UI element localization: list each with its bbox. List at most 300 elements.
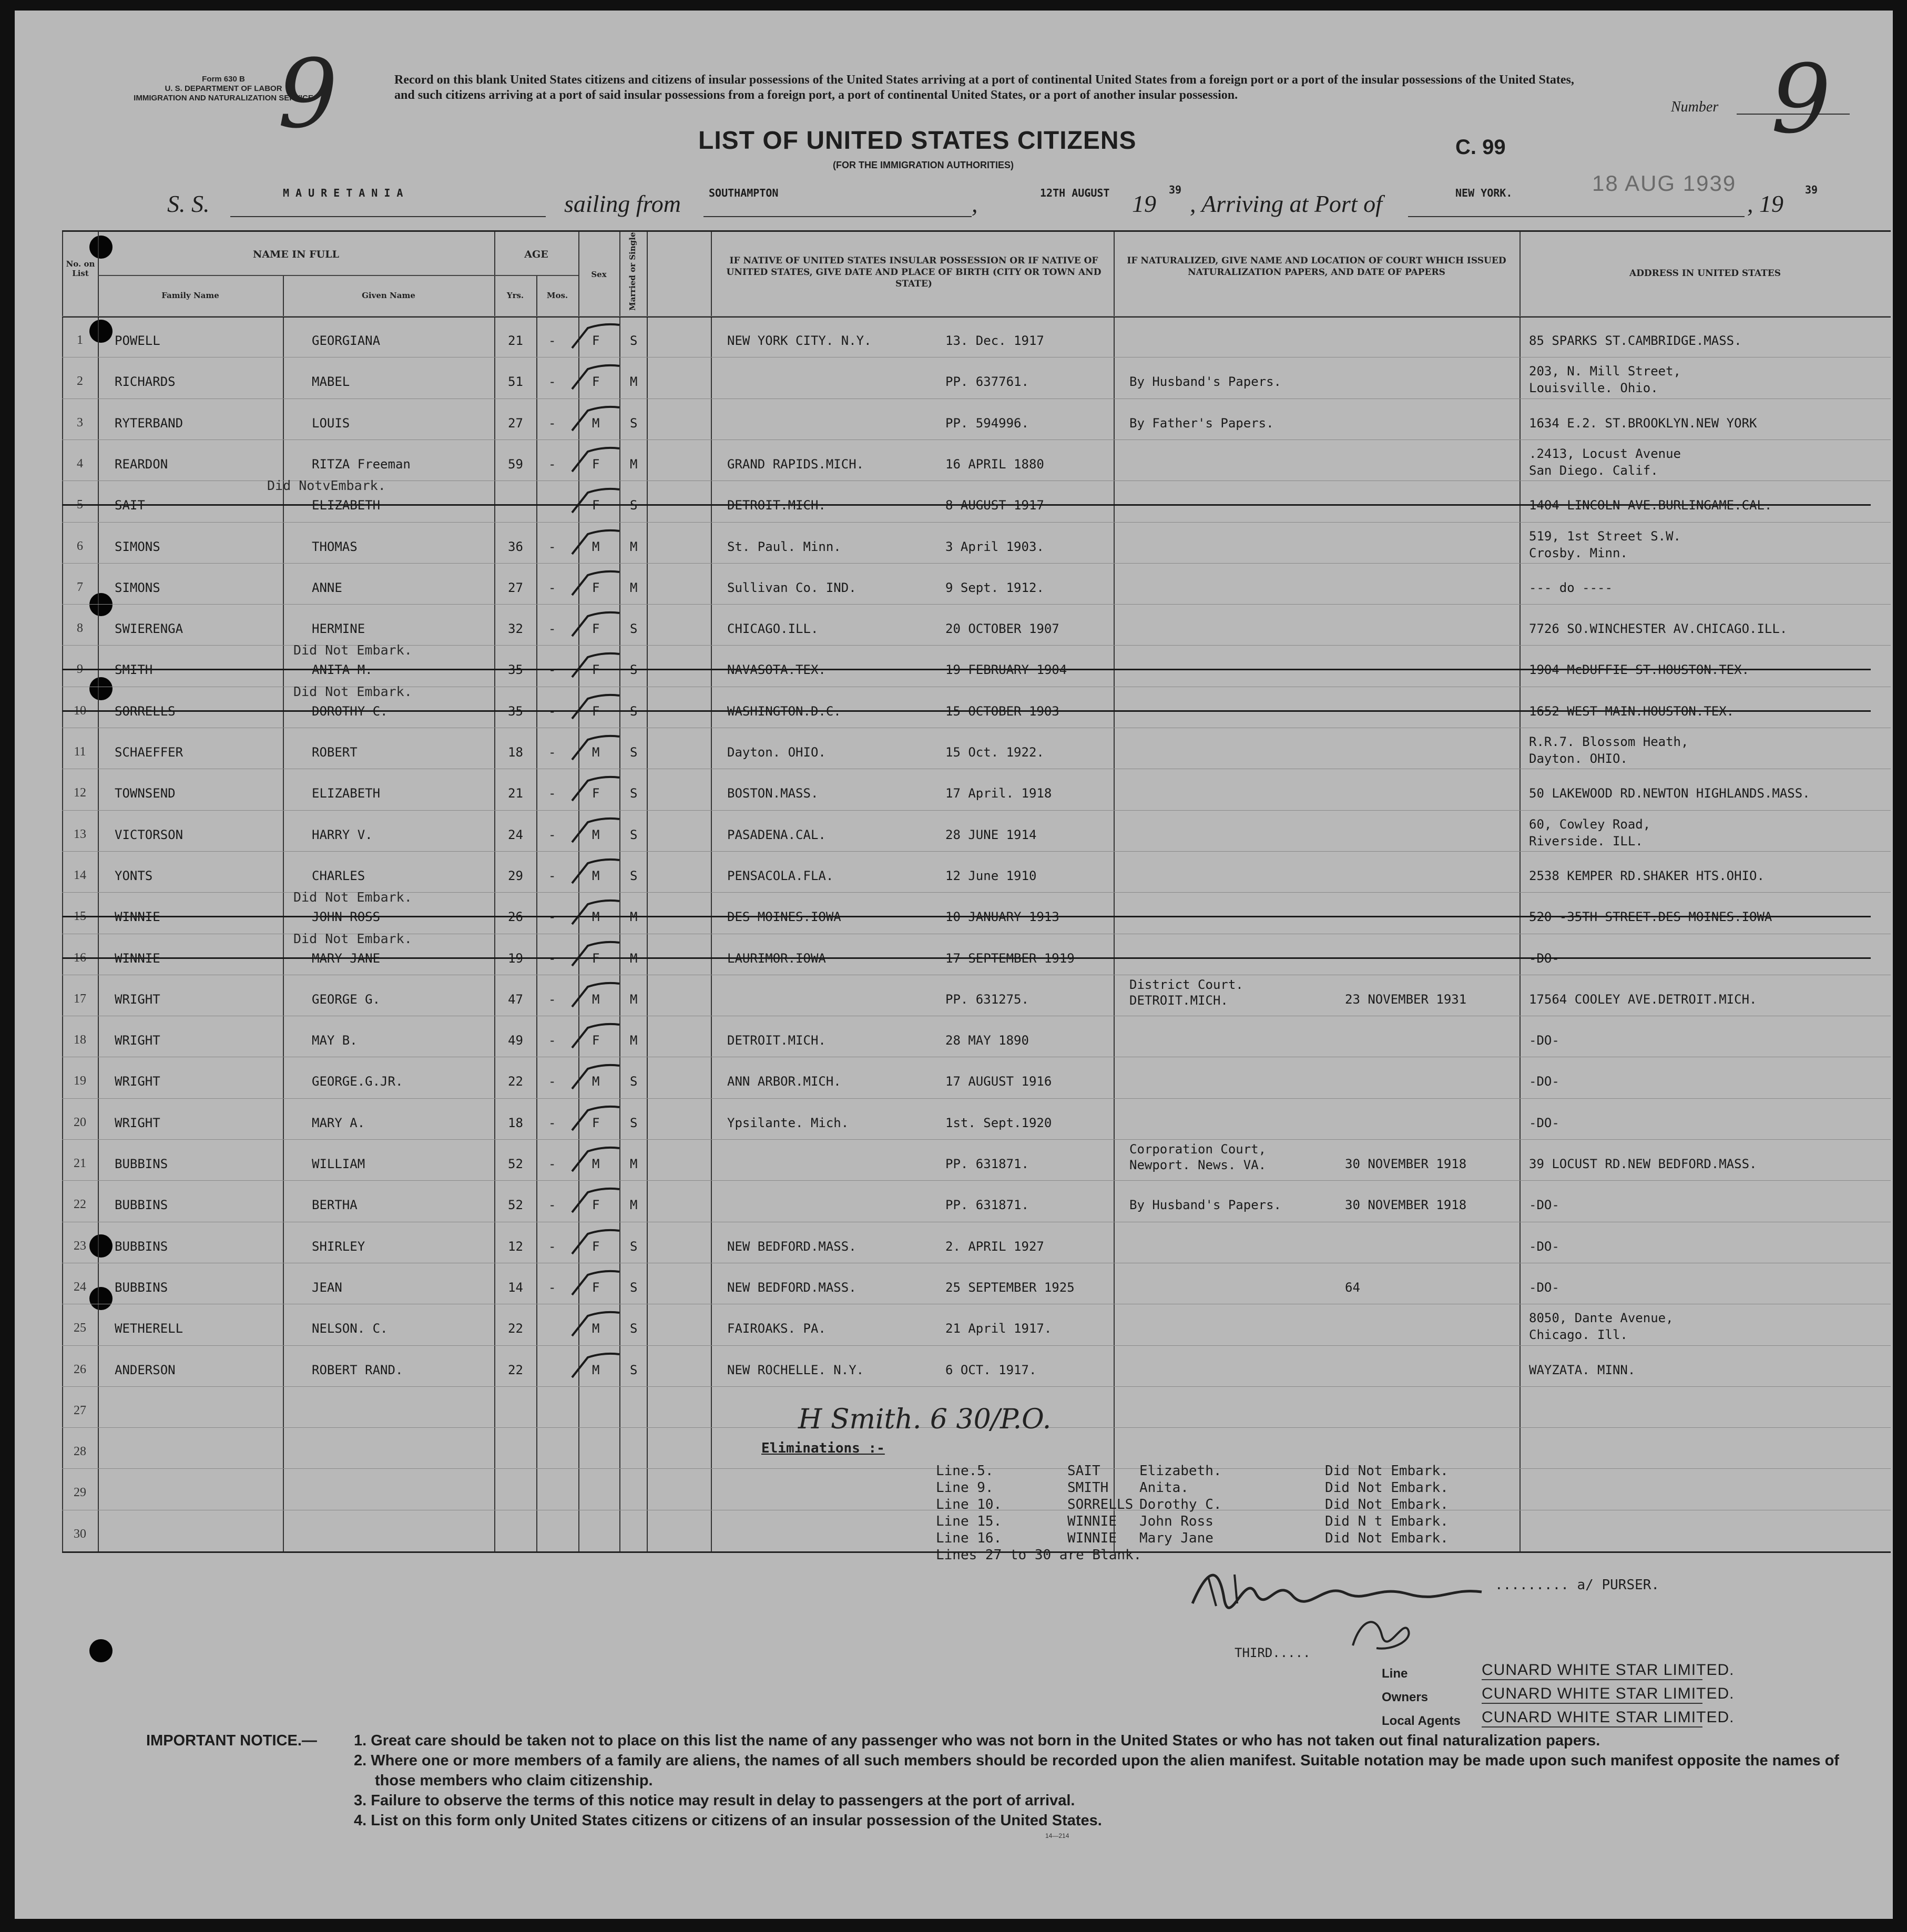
- family-name: BUBBINS: [115, 1198, 168, 1213]
- age-years: 19: [508, 950, 523, 966]
- age-months: -: [548, 827, 556, 842]
- family-name: WRIGHT: [115, 1115, 160, 1130]
- did-not-embark-note: Did Not Embark.: [293, 642, 412, 658]
- birth-date-or-passport: PP. 631871.: [945, 1198, 1029, 1213]
- age-months: -: [548, 909, 556, 925]
- row-number: 3: [77, 415, 83, 430]
- header-no-on-list: No. on List: [66, 259, 95, 278]
- table-row: [62, 1139, 1891, 1181]
- given-name: THOMAS: [312, 539, 358, 554]
- age-months: -: [548, 374, 556, 390]
- given-name: CHARLES: [312, 868, 365, 883]
- given-name: ELIZABETH: [312, 786, 381, 801]
- sex: F: [592, 374, 600, 390]
- sex: M: [592, 1074, 600, 1089]
- birth-place: NEW BEDFORD.MASS.: [727, 1280, 856, 1295]
- elim-given: John Ross: [1139, 1514, 1213, 1529]
- birth-date-or-passport: 6 OCT. 1917.: [945, 1362, 1037, 1377]
- family-name: ANDERSON: [115, 1362, 176, 1377]
- family-name: REARDON: [115, 456, 168, 472]
- check-mark: [567, 404, 625, 436]
- birth-place: NAVASOTA.TEX.: [727, 662, 826, 678]
- marital-status: S: [630, 868, 638, 883]
- sex: M: [592, 745, 600, 760]
- row-number: 24: [74, 1280, 86, 1294]
- us-address: 8050, Dante Avenue,: [1529, 1311, 1674, 1326]
- check-mark: [567, 363, 625, 394]
- given-name: NELSON. C.: [312, 1321, 388, 1336]
- given-name: ANITA M.: [312, 662, 373, 678]
- marital-status: S: [630, 621, 638, 637]
- strike-through-line: [62, 669, 1871, 670]
- us-address: -DO-: [1529, 1115, 1559, 1130]
- sex: F: [592, 1033, 600, 1048]
- marital-status: M: [630, 1033, 638, 1048]
- marital-status: S: [630, 1321, 638, 1336]
- row-number: 21: [74, 1157, 86, 1170]
- marital-status: S: [630, 498, 638, 513]
- given-name: MARY A.: [312, 1115, 365, 1130]
- birth-date-or-passport: 28 MAY 1890: [945, 1033, 1029, 1048]
- birth-date-or-passport: 2. APRIL 1927: [945, 1239, 1044, 1254]
- check-mark: [567, 610, 625, 641]
- family-name: VICTORSON: [115, 827, 183, 842]
- birth-place: CHICAGO.ILL.: [727, 621, 819, 637]
- header-yrs: Yrs.: [506, 291, 524, 300]
- birth-place: DETROIT.MICH.: [727, 498, 826, 513]
- agents-label: Local Agents: [1382, 1714, 1461, 1728]
- age-months: -: [548, 703, 556, 719]
- us-address: -DO-: [1529, 1198, 1559, 1213]
- age-years: 27: [508, 580, 523, 595]
- port-from: SOUTHAMPTON: [709, 187, 779, 199]
- number-value: 9: [1771, 45, 1831, 155]
- row-number: 18: [74, 1033, 86, 1047]
- sex: F: [592, 1198, 600, 1213]
- marital-status: M: [630, 456, 638, 472]
- age-years: 12: [508, 1239, 523, 1254]
- check-mark: [567, 528, 625, 559]
- birth-place: St. Paul. Minn.: [727, 539, 841, 554]
- birth-date-or-passport: 21 April 1917.: [945, 1321, 1052, 1336]
- check-mark: [567, 980, 625, 1012]
- family-name: WRIGHT: [115, 1033, 160, 1048]
- age-years: 14: [508, 1280, 523, 1295]
- sex: F: [592, 703, 600, 719]
- ship-underline: [230, 216, 546, 217]
- table-row: [62, 851, 1891, 893]
- naturalization-court: By Husband's Papers.: [1129, 1198, 1281, 1213]
- age-months: -: [548, 745, 556, 760]
- given-name: JEAN: [312, 1280, 342, 1295]
- family-name: SWIERENGA: [115, 621, 183, 637]
- check-mark: [567, 857, 625, 888]
- us-address: R.R.7. Blossom Heath,: [1529, 734, 1689, 749]
- us-address: WAYZATA. MINN.: [1529, 1362, 1636, 1377]
- strike-through-line: [62, 957, 1871, 959]
- age-years: 18: [508, 1115, 523, 1130]
- us-address: 1634 E.2. ST.BROOKLYN.NEW YORK: [1529, 415, 1757, 431]
- birth-place: FAIROAKS. PA.: [727, 1321, 826, 1336]
- ss-label: S. S.: [167, 190, 210, 217]
- header-birth: IF NATIVE OF UNITED STATES INSULAR POSSESSION OR IF NATIVE OF UNITED STATES, GIVE DATE AND PLACE OF BIRTH (CITY OR TOWN AND STATE): [726, 255, 1102, 289]
- check-mark: [567, 1269, 625, 1300]
- marital-status: S: [630, 1074, 638, 1089]
- us-address: -DO-: [1529, 1280, 1559, 1295]
- notice-item: 4. List on this form only United States citizens or citizens of an insular possession of the United States.: [354, 1812, 1102, 1829]
- elim-given: Dorothy C.: [1139, 1497, 1222, 1512]
- us-address-line-2: Louisville. Ohio.: [1529, 381, 1658, 396]
- table-row: [62, 975, 1891, 1016]
- sex: F: [592, 1115, 600, 1130]
- did-not-embark-note: Did NotvEmbark.: [267, 478, 386, 494]
- given-name: MABEL: [312, 374, 350, 390]
- age-months: -: [548, 1239, 556, 1254]
- birth-date-or-passport: 28 JUNE 1914: [945, 827, 1037, 842]
- row-number: 29: [74, 1486, 86, 1500]
- sex: M: [592, 539, 600, 554]
- marital-status: S: [630, 662, 638, 678]
- number-label: Number: [1671, 99, 1719, 115]
- marital-status: M: [630, 950, 638, 966]
- age-years: 32: [508, 621, 523, 637]
- family-name: RICHARDS: [115, 374, 176, 390]
- page-title: LIST OF UNITED STATES CITIZENS: [698, 127, 1137, 155]
- family-name: YONTS: [115, 868, 153, 883]
- us-address: 39 LOCUST RD.NEW BEDFORD.MASS.: [1529, 1157, 1757, 1171]
- us-address-line-2: Dayton. OHIO.: [1529, 751, 1628, 766]
- sailing-year: 39: [1169, 183, 1182, 196]
- elim-given: Mary Jane: [1139, 1530, 1213, 1546]
- birth-date-or-passport: 17 AUGUST 1916: [945, 1074, 1052, 1089]
- family-name: SORRELLS: [115, 703, 176, 719]
- notice-item: 1. Great care should be taken not to place on this list the name of any passenger who was not born in the United States or who has not taken out final naturalization papers.: [354, 1732, 1600, 1749]
- naturalization-date: 23 NOVEMBER 1931: [1345, 991, 1467, 1007]
- row-number: 11: [74, 745, 86, 759]
- naturalization-date: 30 NOVEMBER 1918: [1345, 1157, 1467, 1171]
- birth-place: WASHINGTON.D.C.: [727, 703, 841, 719]
- sex: M: [592, 1362, 600, 1377]
- header-naturalized: IF NATURALIZED, GIVE NAME AND LOCATION OF COURT WHICH ISSUED NATURALIZATION PAPERS, AND DATE OF PAPERS: [1127, 255, 1506, 278]
- check-mark: [567, 1145, 625, 1177]
- form-number: Form 630 B: [202, 75, 245, 84]
- age-years: 29: [508, 868, 523, 883]
- birth-place: NEW ROCHELLE. N.Y.: [727, 1362, 864, 1377]
- elim-surname: SMITH: [1067, 1480, 1109, 1496]
- us-address: 85 SPARKS ST.CAMBRIDGE.MASS.: [1529, 333, 1742, 348]
- check-mark: [567, 733, 625, 765]
- table-row: [62, 683, 1891, 728]
- table-row: [62, 931, 1891, 975]
- age-months: -: [548, 950, 556, 966]
- sex: M: [592, 868, 600, 883]
- us-address: -DO-: [1529, 1033, 1559, 1048]
- service-name: IMMIGRATION AND NATURALIZATION SERVICE: [134, 94, 313, 103]
- birth-date-or-passport: 19 FEBRUARY 1904: [945, 662, 1067, 678]
- given-name: SHIRLEY: [312, 1239, 365, 1254]
- age-years: 52: [508, 1198, 523, 1213]
- did-not-embark-note: Did Not Embark.: [293, 683, 412, 699]
- eliminations-title: Eliminations :-: [761, 1440, 885, 1456]
- given-name: ROBERT: [312, 745, 358, 760]
- third-label: THIRD.....: [1235, 1645, 1311, 1660]
- birth-date-or-passport: 3 April 1903.: [945, 539, 1044, 554]
- age-years: 52: [508, 1157, 523, 1171]
- row-number: 15: [74, 909, 86, 924]
- check-mark: [567, 692, 625, 724]
- birth-date-or-passport: 15 Oct. 1922.: [945, 745, 1044, 760]
- port-from-underline: [703, 216, 972, 217]
- elim-status: Did N t Embark.: [1325, 1514, 1449, 1529]
- row-number: 9: [77, 662, 83, 677]
- elim-status: Did Not Embark.: [1325, 1463, 1449, 1479]
- birth-place: NEW BEDFORD.MASS.: [727, 1239, 856, 1254]
- given-name: MARY JANE: [312, 950, 381, 966]
- us-address: 60, Cowley Road,: [1529, 816, 1651, 832]
- marital-status: S: [630, 1280, 638, 1295]
- third-signature: [1345, 1609, 1419, 1656]
- owners-label: Owners: [1382, 1690, 1429, 1704]
- age-years: 51: [508, 374, 523, 390]
- us-address: -DO-: [1529, 1239, 1559, 1254]
- age-months: -: [548, 456, 556, 472]
- family-name: BUBBINS: [115, 1239, 168, 1254]
- check-mark: [567, 939, 625, 971]
- row-number: 27: [74, 1403, 86, 1417]
- table-row: [62, 1263, 1891, 1304]
- given-name: HARRY V.: [312, 827, 373, 842]
- birth-date-or-passport: 9 Sept. 1912.: [945, 580, 1044, 595]
- row-number: 8: [77, 621, 83, 636]
- family-name: TOWNSEND: [115, 786, 176, 801]
- handwritten-list-number: 9: [278, 39, 338, 149]
- age-months: -: [548, 1074, 556, 1089]
- row-number: 4: [77, 456, 83, 471]
- line-value: CUNARD WHITE STAR LIMITED.: [1482, 1661, 1702, 1680]
- us-address: -DO-: [1529, 950, 1559, 966]
- given-name: JOHN ROSS: [312, 909, 381, 925]
- sex: F: [592, 621, 600, 637]
- age-years: 24: [508, 827, 523, 842]
- birth-date-or-passport: 1st. Sept.1920: [945, 1115, 1052, 1130]
- age-months: -: [548, 580, 556, 595]
- row-number: 12: [74, 786, 86, 800]
- row-number: 22: [74, 1198, 86, 1212]
- table-row: [62, 769, 1891, 810]
- agents-value: CUNARD WHITE STAR LIMITED.: [1482, 1709, 1702, 1727]
- check-mark: [567, 569, 625, 600]
- sex: F: [592, 786, 600, 801]
- marital-status: S: [630, 786, 638, 801]
- family-name: SAIT: [115, 498, 145, 513]
- age-years: 22: [508, 1074, 523, 1089]
- header-given-name: Given Name: [362, 291, 415, 300]
- row-number: 13: [74, 827, 86, 841]
- table-row: [62, 728, 1891, 769]
- row-number: 19: [74, 1074, 86, 1088]
- did-not-embark-note: Did Not Embark.: [293, 931, 412, 946]
- header-sex: Sex: [591, 270, 607, 279]
- us-address-line-2: San Diego. Calif.: [1529, 463, 1658, 478]
- table-row: [62, 357, 1891, 398]
- instruction-text: Record on this blank United States citizens and citizens of insular possessions of the United States arriving at a port of continental United States from a foreign port or a port of the insular possessions of the United States, and such citizens arriving at a port of said insular possessions from a foreign port, a port of continental United States, or a port of another insular possession.: [394, 73, 1574, 102]
- check-mark: [567, 1021, 625, 1053]
- age-years: 59: [508, 456, 523, 472]
- table-row: [62, 1180, 1891, 1222]
- sex: M: [592, 415, 600, 431]
- sex: F: [592, 456, 600, 472]
- marital-status: S: [630, 745, 638, 760]
- check-mark: [567, 445, 625, 477]
- birth-date-or-passport: 13. Dec. 1917: [945, 333, 1044, 348]
- table-row: [62, 398, 1891, 440]
- agents-row: [1382, 1709, 1735, 1729]
- birth-place: LAURIMOR.IOWA: [727, 950, 826, 966]
- punch-hole: [89, 1639, 113, 1662]
- us-address-line-2: Riverside. ILL.: [1529, 833, 1643, 849]
- age-months: -: [548, 1198, 556, 1213]
- header-family-name: Family Name: [161, 291, 219, 300]
- elim-line: Line.5.: [936, 1463, 994, 1479]
- naturalization-court: Corporation Court,: [1129, 1142, 1267, 1157]
- sailing-from-label: sailing from: [564, 190, 681, 217]
- blank-note-text: Lines 27 to 30 are Blank.: [936, 1547, 1142, 1563]
- elim-given: Elizabeth.: [1139, 1463, 1222, 1479]
- age-months: -: [548, 991, 556, 1007]
- header-address: ADDRESS IN UNITED STATES: [1629, 268, 1781, 279]
- elim-status: Did Not Embark.: [1325, 1480, 1449, 1496]
- table-row: [62, 1345, 1891, 1387]
- port-to: NEW YORK.: [1455, 187, 1513, 199]
- age-years: 22: [508, 1362, 523, 1377]
- row-number: 30: [74, 1527, 86, 1541]
- naturalization-location: Newport. News. VA.: [1129, 1158, 1267, 1172]
- row-number: 20: [74, 1115, 86, 1129]
- birth-date-or-passport: 12 June 1910: [945, 868, 1037, 883]
- given-name: RITZA Freeman: [312, 456, 411, 472]
- sex: F: [592, 1280, 600, 1295]
- us-address-line-2: Crosby. Minn.: [1529, 545, 1628, 560]
- sex: F: [592, 498, 600, 513]
- check-mark: [567, 1062, 625, 1094]
- given-name: BERTHA: [312, 1198, 358, 1213]
- age-months: -: [548, 415, 556, 431]
- row-number: 14: [74, 868, 86, 882]
- check-mark: [567, 1351, 625, 1383]
- handwritten-initials: H Smith. 6 30/P.O.: [798, 1404, 1052, 1435]
- age-years: 18: [508, 745, 523, 760]
- table-row: [62, 563, 1891, 605]
- line-label: Line: [1382, 1667, 1408, 1681]
- marital-status: M: [630, 909, 638, 925]
- row-number: 26: [74, 1362, 86, 1376]
- passenger-table: [62, 230, 1891, 1553]
- check-mark: [567, 1186, 625, 1218]
- us-address: 50 LAKEWOOD RD.NEWTON HIGHLANDS.MASS.: [1529, 786, 1810, 801]
- age-years: 35: [508, 662, 523, 678]
- comma: ,: [972, 190, 978, 217]
- port-to-underline: [1408, 216, 1745, 217]
- family-name: SIMONS: [115, 580, 160, 595]
- header-mos: Mos.: [546, 291, 568, 300]
- birth-date-or-passport: 17 SEPTEMBER 1919: [945, 950, 1075, 966]
- us-address: 1904 McDUFFIE ST.HOUSTON.TEX.: [1529, 662, 1750, 678]
- row-number: 5: [77, 498, 83, 512]
- us-address-line-2: Chicago. Ill.: [1529, 1327, 1628, 1343]
- given-name: GEORGE.G.JR.: [312, 1074, 403, 1089]
- naturalization-court: By Husband's Papers.: [1129, 374, 1281, 390]
- sex: F: [592, 1239, 600, 1254]
- given-name: ELIZABETH: [312, 498, 381, 513]
- us-address: 520 -35TH STREET.DES MOINES.IOWA: [1529, 909, 1772, 925]
- naturalization-date: 64: [1345, 1280, 1360, 1295]
- given-name: GEORGE G.: [312, 991, 381, 1007]
- birth-place: DETROIT.MICH.: [727, 1033, 826, 1048]
- birth-place: Sullivan Co. IND.: [727, 580, 856, 595]
- naturalization-court: By Father's Papers.: [1129, 415, 1274, 431]
- age-years: 21: [508, 786, 523, 801]
- strike-through-line: [62, 504, 1871, 506]
- age-years: 26: [508, 909, 523, 925]
- row-number: 1: [77, 333, 83, 347]
- family-name: POWELL: [115, 333, 160, 348]
- purser-label: ......... a/ PURSER.: [1495, 1577, 1660, 1593]
- birth-place: GRAND RAPIDS.MICH.: [727, 456, 864, 472]
- check-mark: [567, 816, 625, 847]
- row-number: 7: [77, 580, 83, 594]
- given-name: ANNE: [312, 580, 342, 595]
- check-mark: [567, 486, 625, 518]
- header-age: AGE: [524, 249, 548, 260]
- birth-date-or-passport: 20 OCTOBER 1907: [945, 621, 1059, 637]
- birth-date-or-passport: PP. 637761.: [945, 374, 1029, 390]
- age-months: -: [548, 662, 556, 678]
- check-mark: [567, 1104, 625, 1136]
- family-name: SIMONS: [115, 539, 160, 554]
- elim-line: Line 9.: [936, 1480, 994, 1496]
- given-name: LOUIS: [312, 415, 350, 431]
- marital-status: M: [630, 991, 638, 1007]
- age-months: -: [548, 868, 556, 883]
- elim-surname: SORRELLS: [1067, 1497, 1134, 1512]
- age-years: 22: [508, 1321, 523, 1336]
- header-married-single: Married or Single: [628, 232, 637, 311]
- elim-surname: WINNIE: [1067, 1514, 1117, 1529]
- age-years: 21: [508, 333, 523, 348]
- birth-place: PENSACOLA.FLA.: [727, 868, 834, 883]
- table-row: [62, 642, 1891, 687]
- sex: F: [592, 580, 600, 595]
- marital-status: S: [630, 1115, 638, 1130]
- row-number: 28: [74, 1445, 86, 1459]
- printer-code: 14—214: [1045, 1832, 1069, 1839]
- us-address: .2413, Locust Avenue: [1529, 446, 1681, 461]
- age-months: -: [548, 1033, 556, 1048]
- table-row: [62, 1222, 1891, 1263]
- owners-value: CUNARD WHITE STAR LIMITED.: [1482, 1685, 1702, 1704]
- given-name: WILLIAM: [312, 1157, 365, 1171]
- sex: M: [592, 827, 600, 842]
- check-mark: [567, 322, 625, 353]
- naturalization-date: 30 NOVEMBER 1918: [1345, 1198, 1467, 1213]
- strike-through-line: [62, 710, 1871, 712]
- elim-status: Did Not Embark.: [1325, 1530, 1449, 1546]
- birth-place: Ypsilante. Mich.: [727, 1115, 849, 1130]
- sex: M: [592, 991, 600, 1007]
- age-months: -: [548, 333, 556, 348]
- given-name: ROBERT RAND.: [312, 1362, 403, 1377]
- birth-place: DES MOINES.IOWA: [727, 909, 841, 925]
